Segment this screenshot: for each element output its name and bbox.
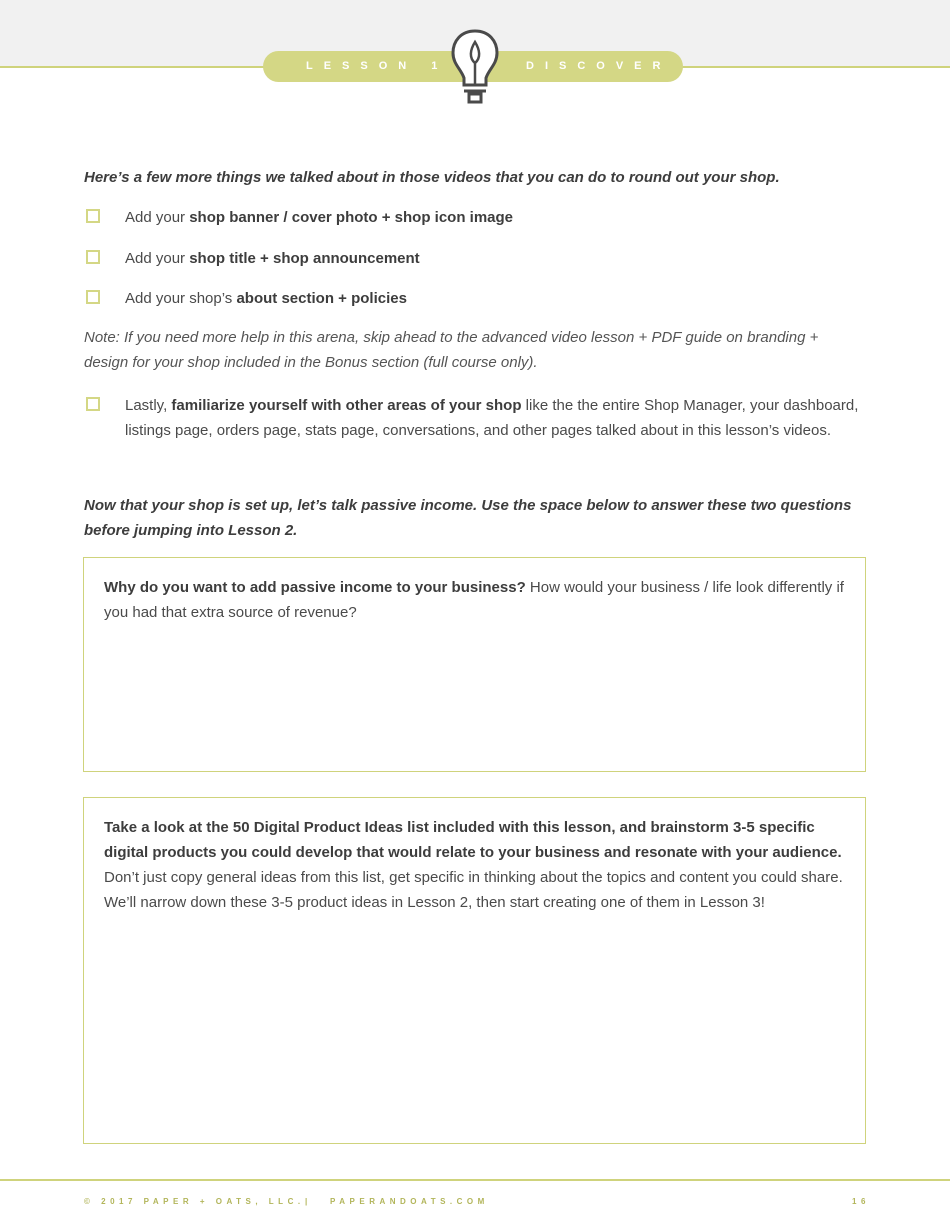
page-number: 16	[852, 1197, 870, 1206]
checklist-item-label: Add your shop title + shop announcement	[125, 250, 420, 267]
checkbox[interactable]	[86, 250, 100, 264]
answer-box-passive-income[interactable]	[83, 557, 866, 772]
prompt-text: Now that your shop is set up, let’s talk passive income. Use the space below to answer these two questions before jumping into Lesson 2.	[84, 497, 852, 539]
checklist-item-label: Add your shop banner / cover photo + shop icon image	[125, 209, 514, 226]
footer-copyright: © 2017 PAPER + OATS, LLC.	[84, 1197, 305, 1206]
checkbox[interactable]	[86, 397, 100, 411]
question-text: Don’t just copy general ideas from this list, get specific in thinking about the topics and content you could share. We’ll narrow down these 3-5 product ideas in Lesson 2, then start creating one of them in Lesson 3!	[104, 869, 843, 911]
checklist-item-label: Lastly, familiarize yourself with other areas of your shop like the the entire Shop Manager, your dashboard, listings page, orders page, stats page, conversations, and other pages talked about in this lesson’s videos.	[125, 397, 859, 439]
note-text: Note: If you need more help in this arena, skip ahead to the advanced video lesson + PDF guide on branding + design for your shop included in the Bonus section (full course only).	[84, 329, 819, 371]
section-label: DISCOVER	[526, 60, 672, 72]
question-bold: Take a look at the 50 Digital Product Ideas list included with this lesson, and brainstorm 3-5 specific digital products you could develop that would relate to your business and resonate with your audience.	[104, 819, 842, 861]
footer-separator: |	[305, 1197, 312, 1206]
question-text: How would your business / life look differently if you had that extra source of revenue?	[104, 579, 844, 621]
checklist-item-label: Add your shop’s about section + policies	[125, 290, 407, 307]
footer-rule	[0, 1179, 950, 1181]
lesson-label: LESSON 1	[306, 60, 449, 72]
question-bold: Why do you want to add passive income to your business?	[104, 579, 526, 596]
intro-text: Here’s a few more things we talked about in those videos that you can do to round out your shop.	[84, 169, 780, 186]
lightbulb-icon	[448, 28, 502, 106]
answer-box-product-ideas[interactable]	[83, 797, 866, 1144]
footer-website[interactable]: PAPERANDOATS.COM	[330, 1197, 489, 1206]
checkbox[interactable]	[86, 209, 100, 223]
checkbox[interactable]	[86, 290, 100, 304]
